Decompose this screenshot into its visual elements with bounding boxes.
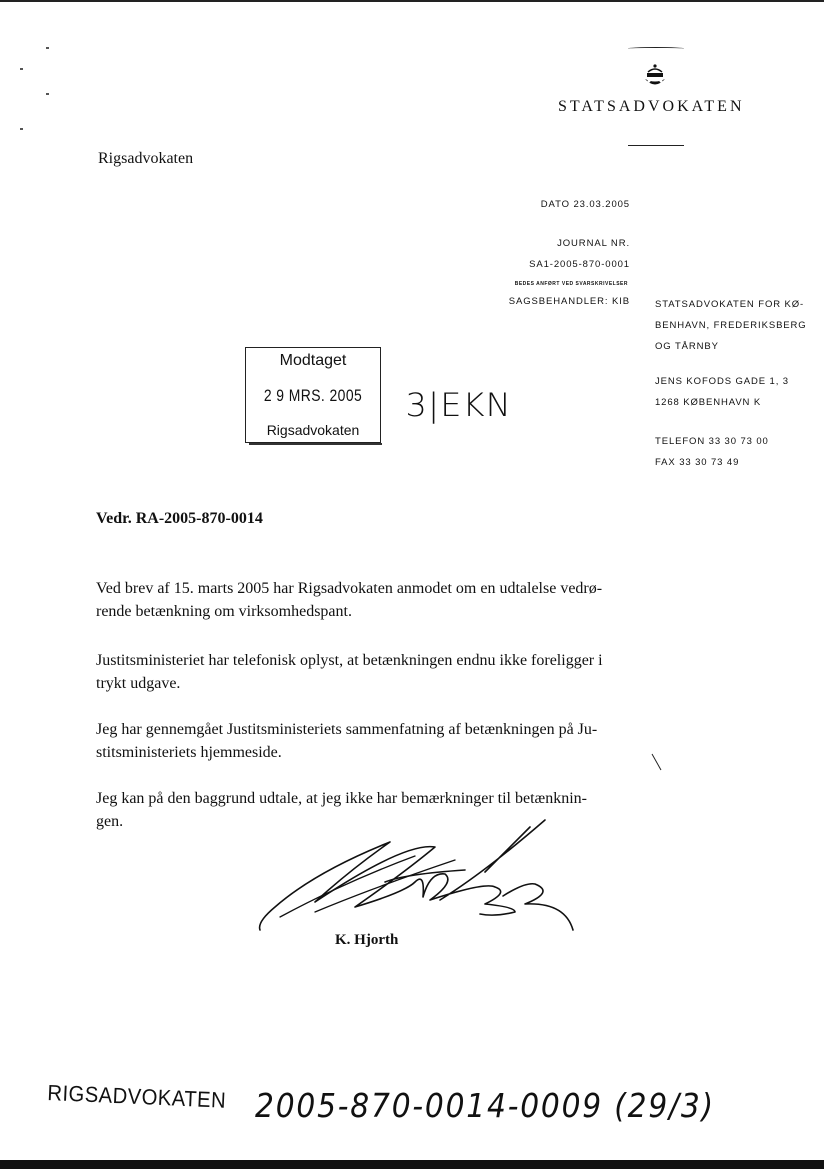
office-address-line: 1268 KØBENHAVN K [655, 397, 762, 408]
scan-top-edge [0, 0, 824, 2]
letterhead-bottom-rule [628, 143, 684, 146]
subject-line: Vedr. RA-2005-870-0014 [96, 510, 263, 527]
signer-name: K. Hjorth [335, 932, 399, 948]
recipient: Rigsadvokaten [98, 150, 194, 167]
stamp-date: 2 9 MRS. 2005 [263, 386, 363, 405]
scan-speck [20, 68, 23, 70]
office-address-line: JENS KOFODS GADE 1, 3 [655, 376, 789, 387]
crown-icon [640, 62, 670, 90]
scan-speck [46, 93, 49, 95]
body-paragraph [96, 650, 634, 695]
office-name-line: BENHAVN, FREDERIKSBERG [655, 320, 807, 331]
office-name-line: OG TÅRNBY [655, 341, 719, 352]
stamp-org: Rigsadvokaten [266, 422, 360, 438]
body-paragraph [96, 719, 634, 764]
body-line: Jeg har gennemgået Justitsministeriets sammenfatning af betænkningen på Ju- [96, 721, 598, 738]
letterhead-brand: STATSADVOKATEN [558, 98, 745, 115]
body-line: Jeg kan på den baggrund udtale, at jeg ikke har bemærkninger til betænknin- [96, 790, 587, 807]
body-line: Justitsministeriet har telefonisk oplyst, at betænkningen endnu ikke foreligger i [96, 652, 603, 669]
reply-note: BEDES ANFØRT VED SVARSKRIVELSER [514, 281, 628, 287]
letterhead-top-rule [628, 47, 684, 50]
office-name [655, 294, 807, 357]
body-line: Ved brev af 15. marts 2005 har Rigsadvokaten anmodet om en udtalelse vedrø- [96, 580, 603, 597]
body-line: stitsministeriets hjemmeside. [96, 743, 282, 761]
office-address [655, 371, 789, 413]
letter-date: DATO 23.03.2005 [540, 199, 630, 210]
stamp-shadow [249, 443, 382, 445]
office-contact [655, 431, 769, 473]
body-line: trykt udgave. [96, 674, 181, 692]
handwritten-signature [255, 812, 585, 937]
footer-org-stamp: RIGSADVOKATEN [46, 1080, 227, 1113]
received-stamp [245, 347, 381, 443]
scan-bottom-edge [0, 1160, 824, 1169]
handwritten-mark: 3|EKN [405, 386, 512, 424]
case-handler: SAGSBEHANDLER: KIB [508, 296, 630, 307]
stray-pen-mark [650, 752, 664, 772]
body-line: gen. [96, 812, 124, 830]
footer-handwritten-reference: 2005-870-0014-0009 (29/3) [255, 1086, 715, 1125]
body-line: rende betænkning om virksomhedspant. [96, 602, 352, 620]
scan-speck [46, 47, 49, 49]
office-name-line: STATSADVOKATEN FOR KØ- [655, 299, 805, 310]
stamp-title: Modtaget [279, 352, 347, 369]
journal-label: JOURNAL NR. [557, 238, 630, 249]
scan-speck [20, 128, 23, 130]
office-phone: TELEFON 33 30 73 00 [655, 436, 769, 447]
office-fax: FAX 33 30 73 49 [655, 457, 740, 468]
journal-number: SA1-2005-870-0001 [529, 259, 630, 270]
body-paragraph [96, 578, 634, 623]
